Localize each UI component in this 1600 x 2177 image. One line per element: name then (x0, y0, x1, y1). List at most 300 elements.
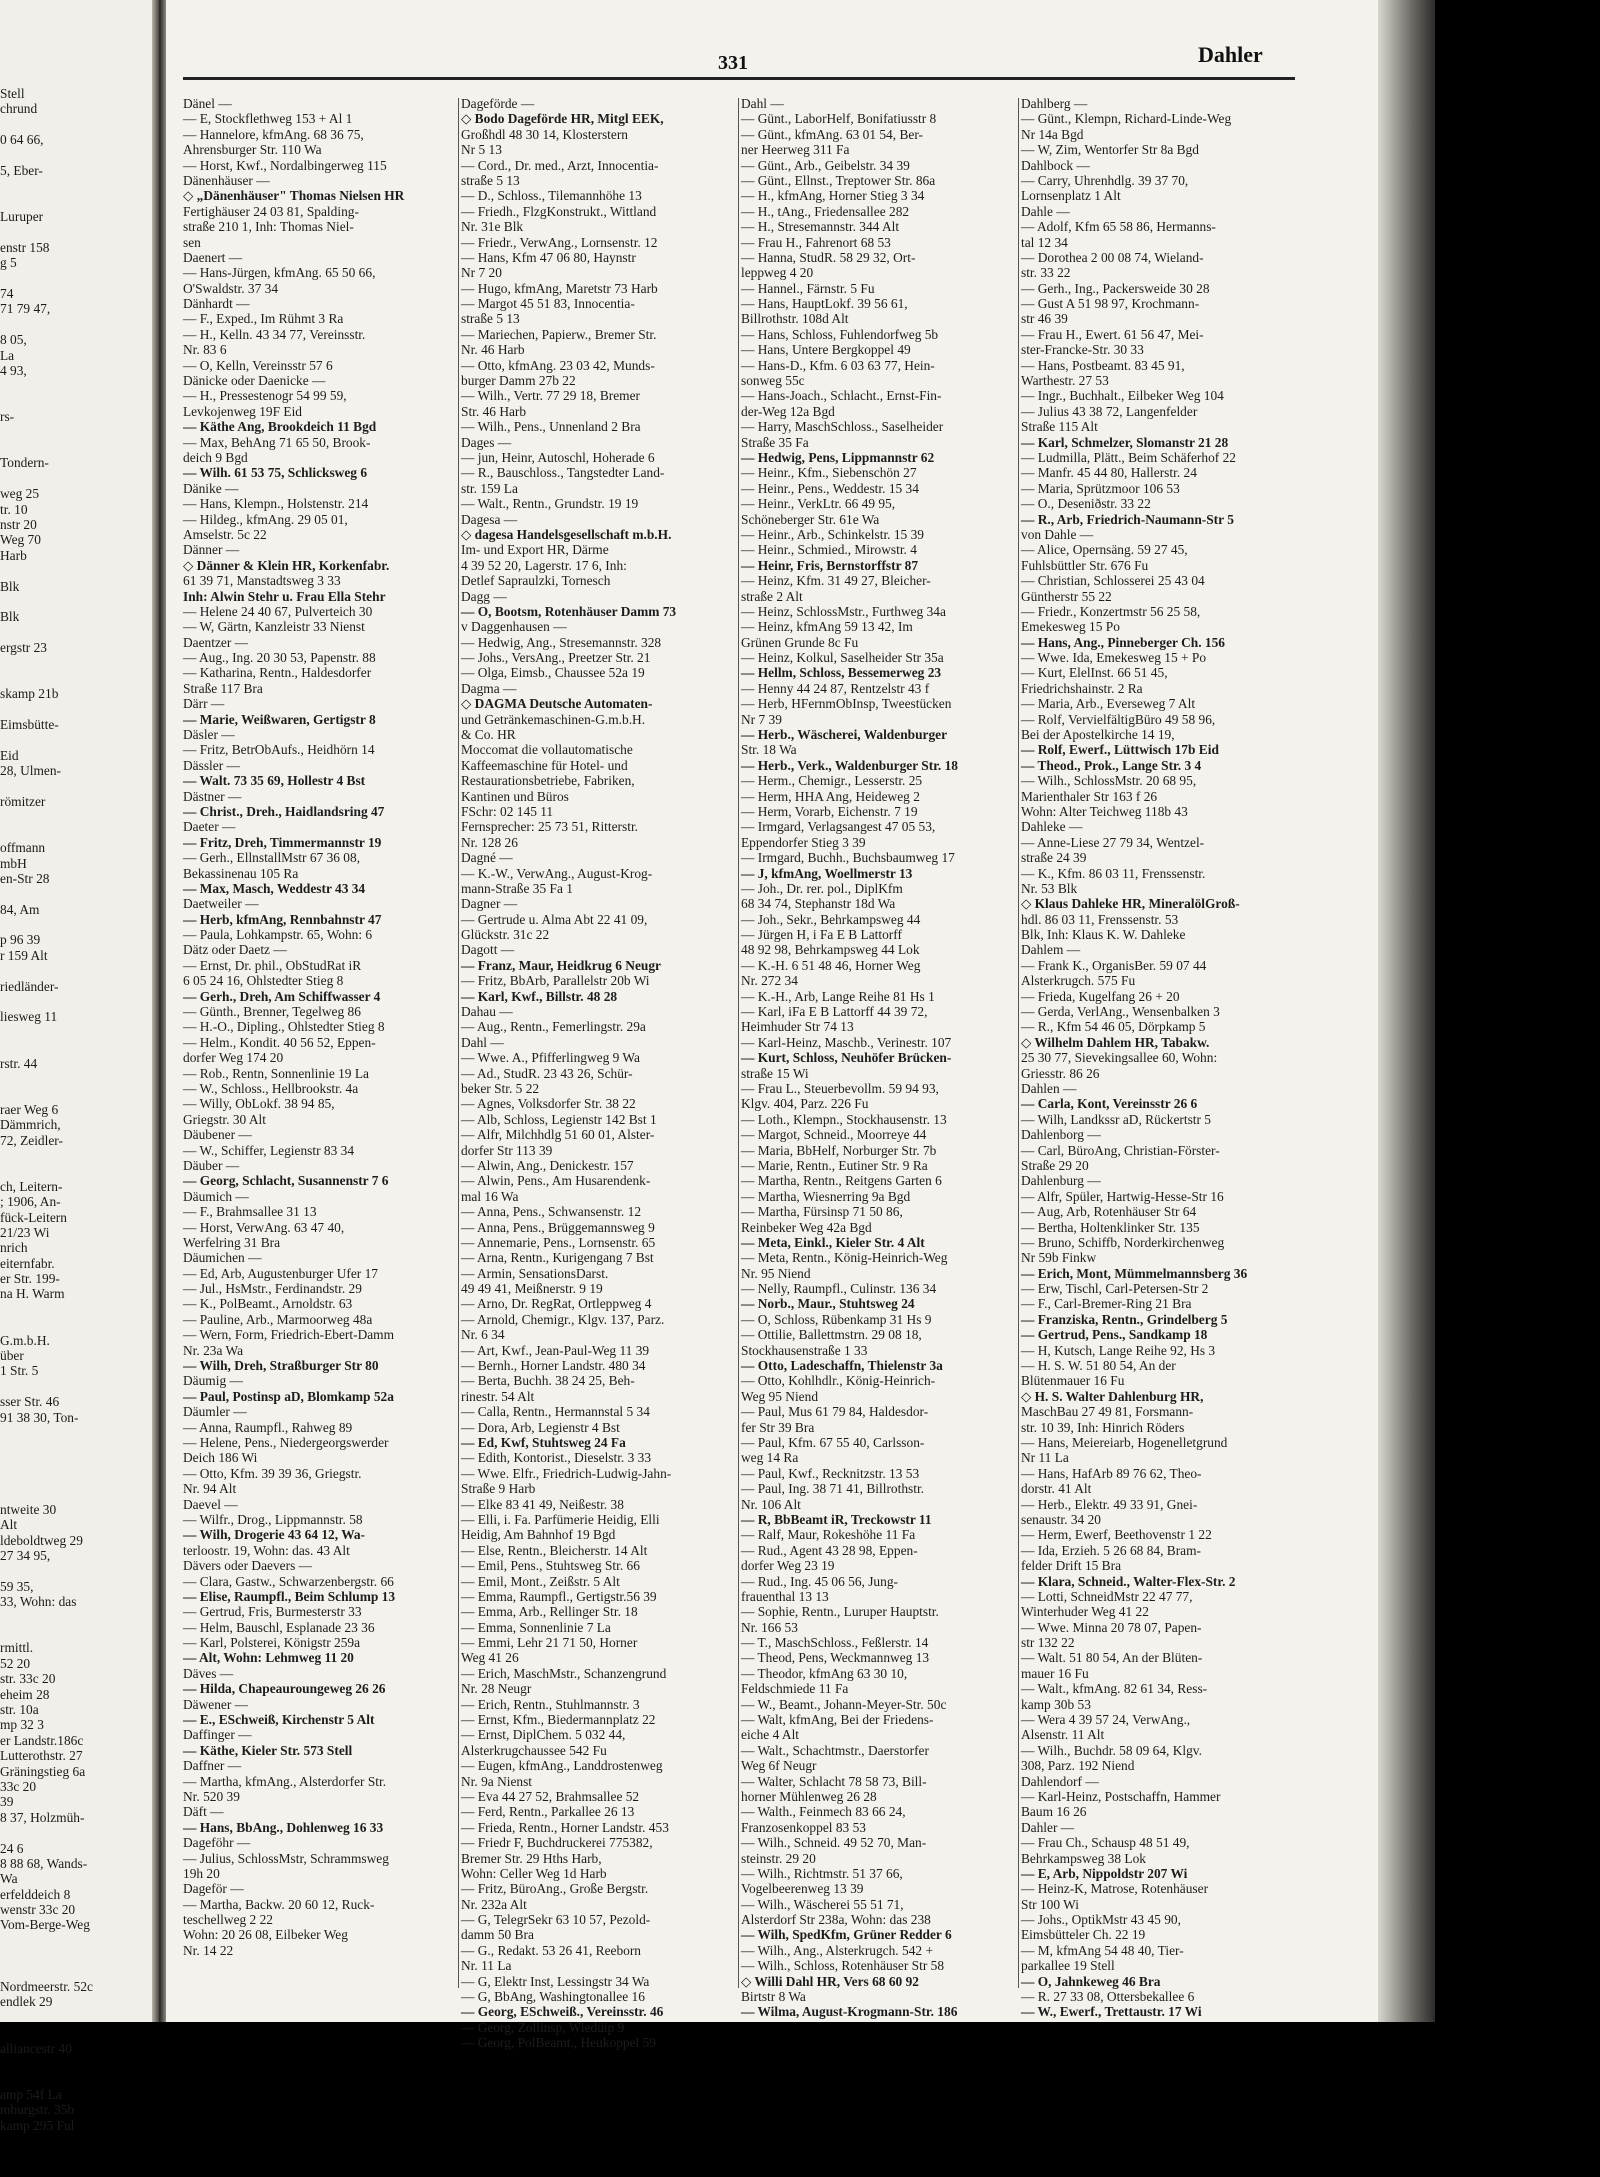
fragment-line (0, 471, 93, 486)
directory-entry: — Herm, Vorarb, Eichenstr. 7 19 (741, 803, 918, 819)
directory-entry: — Ernst, DiplChem. 5 032 44, (461, 1727, 626, 1743)
fragment-line (0, 671, 93, 686)
directory-entry: — O, Kelln, Vereinsstr 57 6 (183, 357, 333, 373)
directory-entry: — Emma, Arb., Rellinger Str. 18 (461, 1604, 638, 1620)
fragment-line (0, 1456, 93, 1471)
fragment-line (0, 117, 93, 132)
directory-entry: — Wilh., Wäscherei 55 51 71, (741, 1896, 904, 1912)
fragment-line: Gräningstieg 6a (0, 1763, 86, 1779)
directory-entry: — Käthe, Kieler Str. 573 Stell (183, 1742, 353, 1758)
directory-entry: — Lotti, SchneidMstr 22 47 77, (1021, 1588, 1193, 1604)
surname-heading: von Dahle — (1021, 526, 1094, 542)
directory-entry: str. 10 39, Inh: Hinrich Röders (1021, 1419, 1185, 1435)
directory-entry: — Irmgard, Buchh., Buchsbaumweg 17 (741, 850, 955, 866)
directory-entry: — Wilh, Drogerie 43 64 12, Wa- (183, 1527, 366, 1543)
directory-entry: — F., Carl-Bremer-Ring 21 Bra (1021, 1296, 1192, 1312)
directory-entry: Nr. 520 39 (183, 1788, 240, 1804)
directory-entry: — Arno, Dr. RegRat, Ortleppweg 4 (461, 1296, 652, 1312)
directory-entry: Nr. 28 Neugr (461, 1681, 532, 1697)
directory-entry: — Walter, Schlacht 78 58 73, Bill- (741, 1773, 927, 1789)
directory-entry: — Herb, HFernmObInsp, Tweestücken (741, 696, 952, 712)
directory-entry: — Emil, Mont., Zeißstr. 5 Alt (461, 1573, 620, 1589)
directory-entry: Stockhausenstraße 1 33 (741, 1342, 868, 1358)
directory-entry: — Frau L., Steuerbevollm. 59 94 93, (741, 1081, 939, 1096)
fragment-line: mburgstr. 35b (0, 2102, 75, 2118)
directory-entry: Baum 16 26 (1021, 1804, 1087, 1820)
directory-entry: — Carla, Kont, Vereinsstr 26 6 (1021, 1096, 1198, 1112)
fragment-line: r 159 Alt (0, 947, 48, 963)
fragment-line: 74 (0, 286, 14, 302)
directory-entry: — Alfr, Milchhdlg 51 60 01, Alster- (461, 1127, 655, 1143)
directory-entry: — Ernst, Kfm., Biedermannplatz 22 (461, 1712, 656, 1728)
directory-entry: — Günt., Ellnst., Treptower Str. 86a (741, 172, 936, 188)
fragment-line: sser Str. 46 (0, 1394, 60, 1410)
fragment-line: 8 88 68, Wands- (0, 1855, 88, 1871)
fragment-line: Vom-Berge-Weg (0, 1917, 90, 1933)
directory-entry: str 46 39 (1021, 311, 1068, 327)
directory-entry: dorfer Weg 23 19 (741, 1558, 835, 1574)
directory-entry: Werfelring 31 Bra (183, 1234, 281, 1250)
directory-entry: ster-Francke-Str. 30 33 (1021, 342, 1144, 358)
fragment-line: ergstr 23 (0, 640, 47, 656)
directory-entry: — Emma, Raumpfl., Gertigstr.56 39 (461, 1588, 657, 1604)
directory-entry: — Christ., Dreh., Haidlandsring 47 (183, 803, 385, 819)
surname-heading: Daentzer — (183, 634, 249, 650)
fragment-line: Weg 70 (0, 532, 41, 548)
directory-entry: ◇ „Dänenhäuser" Thomas Nielsen HR (183, 188, 405, 204)
fragment-line (0, 1148, 93, 1163)
surname-heading: Daevel — (183, 1496, 238, 1512)
surname-heading: Dahleke — (1021, 819, 1083, 835)
directory-entry: — Annemarie, Pens., Lornsenstr. 65 (461, 1234, 656, 1250)
page-number: 331 (718, 52, 748, 74)
fragment-line: Harb (0, 547, 27, 563)
surname-heading: Dahl — (461, 1034, 504, 1050)
directory-entry: — Helene, Pens., Niedergeorgswerder (183, 1434, 389, 1450)
directory-entry: Straße 115 Alt (1021, 419, 1098, 435)
fragment-line: Wa (0, 1871, 18, 1887)
directory-entry: Nr. 6 34 (461, 1327, 505, 1343)
directory-entry: — Ernst, Dr. phil., ObStudRat iR (183, 957, 362, 973)
directory-entry: — Agnes, Volksdorfer Str. 38 22 (461, 1096, 636, 1112)
fragment-line: 33, Wohn: das (0, 1594, 77, 1610)
directory-entry: ◇ Klaus Dahleke HR, MineralölGroß- (1021, 896, 1240, 912)
directory-entry: — G, TelegrSekr 63 10 57, Pezold- (461, 1912, 651, 1928)
directory-entry: str. 159 La (461, 480, 518, 496)
directory-entry: — Ed, Kwf, Stuhtsweg 24 Fa (461, 1434, 626, 1450)
directory-entry: Klgv. 404, Parz. 226 Fu (741, 1096, 869, 1112)
fragment-line (0, 825, 93, 840)
surname-heading: Dahlbock — (1021, 157, 1090, 173)
directory-entry: — Irmgard, Verlagsangest 47 05 53, (741, 819, 936, 835)
directory-entry: straße 24 39 (1021, 850, 1087, 866)
directory-entry: straße 15 Wi (741, 1065, 809, 1081)
directory-entry: — Hans, Postbeamt. 83 45 91, (1021, 357, 1185, 373)
fragment-line: 5, Eber- (0, 162, 43, 178)
directory-entry: — Wera 4 39 57 24, VerwAng., (1021, 1712, 1191, 1728)
directory-entry: — Paul, Kwf., Recknitzstr. 13 53 (741, 1465, 920, 1481)
directory-entry: Marienthaler Str 163 f 26 (1021, 788, 1158, 804)
surname-heading: Däumichen — (183, 1250, 262, 1266)
directory-entry: — Ad., StudR. 23 43 26, Schür- (461, 1065, 633, 1081)
fragment-line: Luruper (0, 209, 44, 225)
directory-entry: — Walt., Rentn., Grundstr. 19 19 (461, 496, 639, 512)
directory-entry: — Norb., Maur., Stuhtsweg 24 (741, 1296, 915, 1312)
fragment-line: alliancestr 40 (0, 2040, 72, 2056)
fragment-line: tr. 10 (0, 501, 28, 517)
directory-entry: — O., Deseniðstr. 33 22 (1021, 496, 1151, 512)
directory-entry: Nr 11 La (1021, 1450, 1069, 1466)
fragment-line: kamp 295 Ful (0, 2117, 75, 2133)
directory-entry: Straße 117 Bra (183, 680, 263, 696)
fragment-line (0, 271, 93, 286)
directory-entry: — Julius, SchlossMstr, Schrammsweg (183, 1850, 389, 1866)
directory-entry: hdl. 86 03 11, Frenssenstr. 53 (1021, 911, 1179, 927)
directory-entry: Amselstr. 5c 22 (183, 526, 267, 542)
fragment-line: riedländer- (0, 978, 59, 994)
directory-entry: — Alice, Opernsäng. 59 27 45, (1021, 542, 1188, 558)
directory-entry: Nr. 106 Alt (741, 1496, 801, 1512)
directory-entry: — M, kfmAng 54 48 40, Tier- (1021, 1942, 1184, 1958)
directory-entry: Bremer Str. 29 Hths Harb, (461, 1850, 602, 1866)
directory-entry: — Clara, Gastw., Schwarzenbergstr. 66 (183, 1573, 394, 1589)
directory-entry: — Hedwig, Ang., Stresemannstr. 328 (461, 634, 662, 650)
directory-entry: — H.-O., Dipling., Ohlstedter Stieg 8 (183, 1019, 385, 1035)
fragment-line: endlek 29 (0, 1994, 53, 2010)
fragment-line (0, 1025, 93, 1040)
directory-entry: — Wilh., Schloss, Rotenhäuser Str 58 (741, 1958, 945, 1974)
surname-heading: Dahlenborg — (1021, 1127, 1101, 1143)
directory-entry: — Gertrude u. Alma Abt 22 41 09, (461, 911, 648, 927)
directory-entry: — Gerh., Ing., Packersweide 30 28 (1021, 280, 1210, 296)
directory-entry: fer Str 39 Bra (741, 1419, 815, 1435)
directory-entry: — Heinr., Pens., Weddestr. 15 34 (741, 480, 919, 496)
directory-entry: 61 39 71, Manstadtsweg 3 33 (183, 573, 341, 589)
directory-entry: tal 12 34 (1021, 234, 1068, 250)
fragment-line: eiternfabr. (0, 1255, 55, 1271)
directory-entry: — Else, Rentn., Bleicherstr. 14 Alt (461, 1542, 648, 1558)
directory-entry: — R., Kfm 54 46 05, Dörpkamp 5 (1021, 1019, 1206, 1035)
directory-entry: — Johs., OptikMstr 43 45 90, (1021, 1912, 1181, 1928)
directory-entry: — Marie, Rentn., Eutiner Str. 9 Ra (741, 1157, 928, 1173)
directory-entry: — Frau Ch., Schausp 48 51 49, (1021, 1835, 1190, 1851)
directory-entry: — Martha, Fürsinsp 71 50 86, (741, 1204, 903, 1220)
surname-heading: Dahle — (1021, 203, 1070, 219)
fragment-line (0, 317, 93, 332)
directory-entry: — Heinz, Kfm. 31 49 27, Bleicher- (741, 573, 931, 589)
directory-entry: 4 39 52 20, Lagerstr. 17 6, Inh: (461, 557, 627, 573)
directory-entry: — Heinz-K, Matrose, Rotenhäuser (1021, 1881, 1209, 1897)
directory-entry: — Paul, Kfm. 67 55 40, Carlsson- (741, 1434, 925, 1450)
directory-entry: — Georg, Zollinsp, Wiedüip 9 (461, 2019, 625, 2035)
directory-entry: Nr 59b Finkw (1021, 1250, 1097, 1266)
directory-entry: — Wilh., Pens., Unnenland 2 Bra (461, 419, 641, 435)
surname-heading: Dahlenburg — (1021, 1173, 1101, 1189)
directory-entry: — Rob., Rentn, Sonnenlinie 19 La (183, 1065, 369, 1081)
directory-entry: — E., ESchweiß, Kirchenstr 5 Alt (183, 1712, 375, 1728)
surname-heading: Däubener — (183, 1127, 252, 1143)
directory-entry: Nr. 46 Harb (461, 342, 525, 358)
surname-heading: Dahau — (461, 1004, 513, 1020)
fragment-line (0, 2071, 93, 2086)
fragment-line (0, 1964, 93, 1979)
directory-entry: — Martha, Rentn., Reitgens Garten 6 (741, 1173, 942, 1189)
fragment-line (0, 178, 93, 193)
directory-entry: — O, Bootsm, Rotenhäuser Damm 73 (461, 603, 677, 619)
fragment-line: 27 34 95, (0, 1548, 51, 1564)
fragment-line: 24 6 (0, 1840, 24, 1856)
left-page-fragment (0, 0, 152, 2133)
fragment-line: p 96 39 (0, 932, 41, 948)
surname-heading: Dageförde — (461, 96, 535, 111)
directory-entry: — Frieda, Kugelfang 26 + 20 (1021, 988, 1180, 1004)
surname-heading: Dagma — (461, 680, 517, 696)
fragment-line (0, 2056, 93, 2071)
directory-entry: Heimhuder Str 74 13 (741, 1019, 854, 1035)
directory-entry: Eimsbütteler Ch. 22 19 (1021, 1927, 1146, 1943)
directory-entry: — Theod, Pens, Weckmannweg 13 (741, 1650, 930, 1666)
directory-entry: Alsterdorf Str 238a, Wohn: das 238 (741, 1912, 931, 1928)
directory-entry: — Armin, SensationsDarst. (461, 1265, 609, 1281)
directory-entry: straße 210 1, Inh: Thomas Niel- (183, 219, 354, 235)
fragment-line: mbH (0, 855, 27, 871)
directory-entry: Str 100 Wi (1021, 1896, 1079, 1912)
directory-entry: Fernsprecher: 25 73 51, Ritterstr. (461, 819, 639, 835)
directory-entry: ◇ DAGMA Deutsche Automaten- (461, 696, 653, 712)
directory-entry: Wohn: 20 26 08, Eilbeker Weg (183, 1927, 348, 1943)
directory-entry: — W., Beamt., Johann-Meyer-Str. 50c (741, 1696, 947, 1712)
directory-entry: Lornsenplatz 1 Alt (1021, 188, 1121, 204)
directory-entry: — Emma, Sonnenlinie 7 La (461, 1619, 611, 1635)
directory-entry: — Wern, Form, Friedrich-Ebert-Damm (183, 1327, 395, 1343)
directory-entry: — H., Pressestenogr 54 99 59, (183, 388, 347, 404)
fragment-line (0, 1425, 93, 1440)
directory-entry: Alsterkrugch. 575 Fu (1021, 973, 1136, 989)
directory-entry: str 132 22 (1021, 1635, 1075, 1651)
directory-entry: — Frieda, Rentn., Horner Landstr. 453 (461, 1819, 669, 1835)
surname-heading: Däft — (183, 1804, 224, 1820)
directory-entry: Güntherstr 55 22 (1021, 588, 1112, 604)
directory-entry: kamp 30b 53 (1021, 1696, 1091, 1712)
directory-entry: Grünen Grunde 8c Fu (741, 634, 859, 650)
fragment-line: Alt (0, 1517, 18, 1533)
directory-entry: Fuhlsbüttler Str. 676 Fu (1021, 557, 1149, 573)
directory-entry: Nr. 166 53 (741, 1619, 798, 1635)
directory-entry: — Wilh., Buchdr. 58 09 64, Klgv. (1021, 1742, 1202, 1758)
directory-entry: — Loth., Klempn., Stockhausenstr. 13 (741, 1111, 947, 1127)
fragment-line: nrich (0, 1240, 28, 1256)
fragment-line (0, 194, 93, 209)
fragment-line: 91 38 30, Ton- (0, 1409, 79, 1425)
fragment-line (0, 1948, 93, 1963)
directory-entry: — Wilh, Landkssr aD, Rückertstr 5 (1021, 1111, 1211, 1127)
directory-entry: — J, kfmAng, Woellmerstr 13 (741, 865, 913, 881)
page-edge (1378, 0, 1435, 2022)
directory-entry: — Rolf, Ewerf., Lüttwisch 17b Eid (1021, 742, 1219, 758)
directory-entry: — Arna, Rentn., Kurigengang 7 Bst (461, 1250, 654, 1266)
directory-entry: 6 05 24 16, Ohlstedter Stieg 8 (183, 973, 344, 989)
directory-entry: — Horst, VerwAng. 63 47 40, (183, 1219, 345, 1235)
directory-entry: — Hans, Klempn., Holstenstr. 214 (183, 496, 369, 512)
directory-entry: — Art, Kwf., Jean-Paul-Weg 11 39 (461, 1342, 650, 1358)
directory-entry: Billrothstr. 108d Alt (741, 311, 849, 327)
directory-entry: Großhdl 48 30 14, Klosterstern (461, 126, 628, 142)
surname-heading: Däumig — (183, 1373, 243, 1389)
directory-entry: — Nelly, Raumpfl., Culinstr. 136 34 (741, 1281, 937, 1297)
directory-entry: Nr. 53 Blk (1021, 880, 1078, 896)
fragment-line: wenstr 33c 20 (0, 1902, 76, 1918)
surname-heading: Dages — (461, 434, 512, 450)
fragment-line: 71 79 47, (0, 301, 51, 317)
directory-entry: — Wilma, August-Krogmann-Str. 186 (741, 2004, 958, 2020)
directory-entry: — Hanna, StudR. 58 29 32, Ort- (741, 249, 916, 265)
directory-entry: — Franz, Maur, Heidkrug 6 Neugr (461, 957, 661, 973)
directory-entry: — Fritz, BbArb, Parallelstr 20b Wi (461, 973, 650, 989)
directory-entry: — Otto, Ladeschaffn, Thielenstr 3a (741, 1358, 943, 1374)
fragment-line: ch, Leitern- (0, 1178, 63, 1194)
fragment-line: Eimsbütte- (0, 717, 59, 733)
directory-entry: Nr. 31e Blk (461, 219, 524, 235)
directory-column-3 (741, 96, 1019, 2020)
directory-entry: — Eugen, kfmAng., Landdrostenweg (461, 1758, 663, 1774)
directory-entry: O'Swaldstr. 37 34 (183, 280, 279, 296)
directory-entry: Franzosenkoppel 83 53 (741, 1819, 866, 1835)
surname-heading: Dahlem — (1021, 942, 1081, 958)
fragment-line (0, 378, 93, 393)
fragment-line (0, 148, 93, 163)
fragment-line: über (0, 1348, 24, 1364)
fragment-line: 0 64 66, (0, 132, 44, 148)
directory-entry: — Ingr., Buchhalt., Eilbeker Weg 104 (1021, 388, 1224, 404)
directory-entry: — Hans, Schloss, Fuhlendorfweg 5b (741, 326, 939, 342)
directory-entry: — Margot 45 51 83, Innocentia- (461, 296, 635, 312)
fragment-line (0, 1625, 93, 1640)
fragment-line: Lutterothstr. 27 (0, 1748, 83, 1764)
directory-entry: — H, Kutsch, Lange Reihe 92, Hs 3 (1021, 1342, 1216, 1358)
surname-heading: Daffner — (183, 1758, 242, 1774)
fragment-line: ntweite 30 (0, 1501, 57, 1517)
directory-entry: — Karl-Heinz, Maschb., Verinestr. 107 (741, 1034, 952, 1050)
directory-entry: — Helm., Kondit. 40 56 52, Eppen- (183, 1034, 376, 1050)
directory-entry: — W., Schloss., Hellbrookstr. 4a (183, 1081, 359, 1096)
fragment-line: Stell (0, 86, 25, 101)
directory-entry: Griegstr. 30 Alt (183, 1111, 266, 1127)
directory-entry: — Hans-Jürgen, kfmAng. 65 50 66, (183, 265, 376, 281)
surname-heading: Daffinger — (183, 1727, 252, 1743)
directory-entry: — Willy, ObLokf. 38 94 85, (183, 1096, 335, 1112)
directory-entry: — Meta, Einkl., Kieler Str. 4 Alt (741, 1234, 925, 1250)
directory-entry: — Hans-D., Kfm. 6 03 63 77, Hein- (741, 357, 935, 373)
fragment-line (0, 440, 93, 455)
directory-entry: horner Mühlenweg 26 28 (741, 1788, 877, 1804)
fragment-line (0, 1825, 93, 1840)
fragment-line (0, 1379, 93, 1394)
directory-entry: — Ottilie, Ballettmstrn. 29 08 18, (741, 1327, 922, 1343)
directory-entry: — Heinr., Arb., Schinkelstr. 15 39 (741, 526, 924, 542)
fragment-line (0, 394, 93, 409)
directory-entry: — Maria, Sprützmoor 106 53 (1021, 480, 1180, 496)
directory-entry: dorfer Weg 174 20 (183, 1050, 284, 1066)
directory-entry: — Heinr., VerkLtr. 66 49 95, (741, 496, 896, 512)
directory-entry: Alsterkrugchaussee 542 Fu (461, 1742, 607, 1758)
directory-entry: — Erw, Tischl, Carl-Petersen-Str 2 (1021, 1281, 1209, 1297)
directory-entry: — Wwe. A., Pfifferlingweg 9 Wa (461, 1050, 640, 1066)
directory-entry: — Gerda, VerlAng., Wensenbalken 3 (1021, 1004, 1220, 1020)
directory-entry: Nr. 9a Nienst (461, 1773, 533, 1789)
directory-entry: weg 14 Ra (741, 1450, 799, 1466)
directory-entry: — Aug., Rentn., Femerlingstr. 29a (461, 1019, 646, 1035)
fragment-line: str. 33c 20 (0, 1671, 56, 1687)
directory-entry: — Frank K., OrganisBer. 59 07 44 (1021, 957, 1207, 973)
directory-entry: — Bernh., Horner Landstr. 480 34 (461, 1358, 646, 1374)
directory-entry: Levkojenweg 19F Eid (183, 403, 303, 419)
directory-entry: beker Str. 5 22 (461, 1081, 540, 1096)
directory-entry: — Ida, Erzieh. 5 26 68 84, Bram- (1021, 1542, 1201, 1558)
fragment-line: na H. Warm (0, 1286, 65, 1302)
directory-entry: — Hans, Ang., Pinneberger Ch. 156 (1021, 634, 1225, 650)
fragment-line (0, 563, 93, 578)
directory-entry: FSchr: 02 145 11 (461, 803, 554, 819)
directory-entry: Vogelbeerenweg 13 39 (741, 1881, 864, 1897)
directory-entry: Str. 18 Wa (741, 742, 797, 758)
directory-entry: — Wilh., SchlossMstr. 20 68 95, (1021, 773, 1197, 789)
directory-entry: — Martha, Backw. 20 60 12, Ruck- (183, 1896, 375, 1912)
fragment-line: 8 37, Holzmüh- (0, 1809, 85, 1825)
fragment-line (0, 2010, 93, 2025)
directory-entry: — Joh., Sekr., Behrkampsweg 44 (741, 911, 921, 927)
directory-column-2 (461, 96, 739, 2051)
fragment-line (0, 1163, 93, 1178)
directory-entry: — Hilda, Chapeauroungeweg 26 26 (183, 1681, 386, 1697)
directory-entry: — Anna, Pens., Brüggemannsweg 9 (461, 1219, 655, 1235)
surname-heading: Dässler — (183, 757, 240, 773)
directory-entry: — Georg, ESchweiß., Vereinsstr. 46 (461, 2004, 664, 2020)
fragment-line (0, 2025, 93, 2040)
directory-entry: — Paula, Lohkampstr. 65, Wohn: 6 (183, 927, 373, 943)
directory-entry: — Friedr F, Buchdruckerei 775382, (461, 1835, 653, 1851)
directory-entry: sonweg 55c (741, 373, 805, 389)
fragment-line: rstr. 44 (0, 1055, 38, 1071)
directory-entry: — Alwin, Pens., Am Husarendenk- (461, 1173, 651, 1189)
directory-entry: 48 92 98, Behrkampsweg 44 Lok (741, 942, 920, 958)
directory-entry: — Max, BehAng 71 65 50, Brook- (183, 434, 371, 450)
directory-entry: — Dorothea 2 00 08 74, Wieland- (1021, 249, 1204, 265)
directory-entry: MaschBau 27 49 81, Forsmann- (1021, 1404, 1194, 1420)
directory-entry: Nr. 232a Alt (461, 1896, 527, 1912)
fragment-line (0, 917, 93, 932)
directory-entry: — Karl, Kwf., Billstr. 48 28 (461, 988, 618, 1004)
directory-entry: — Günt., LaborHelf, Bonifatiusstr 8 (741, 111, 937, 127)
directory-entry: — K., Kfm. 86 03 11, Frenssenstr. (1021, 865, 1206, 881)
directory-entry: — Wilh., Ang., Alsterkrugch. 542 + (741, 1942, 933, 1958)
fragment-line: Tondern- (0, 455, 49, 471)
directory-entry: — Herb., Elektr. 49 33 91, Gnei- (1021, 1496, 1198, 1512)
directory-entry: — Wilh., Vertr. 77 29 18, Bremer (461, 388, 640, 404)
directory-entry: Detlef Sapraulzki, Tornesch (461, 573, 611, 589)
directory-entry: Blütenmauer 16 Fu (1021, 1373, 1125, 1389)
directory-entry: — Elke 83 41 49, Neißestr. 38 (461, 1496, 624, 1512)
surname-heading: Dagesa — (461, 511, 518, 527)
directory-entry: — Maria, BbHelf, Norburger Str. 7b (741, 1142, 937, 1158)
book-gutter (152, 0, 166, 2022)
directory-entry: Glückstr. 31c 22 (461, 927, 550, 943)
column-separator (1018, 98, 1019, 1988)
fragment-line: amp 54f La (0, 2086, 62, 2102)
directory-entry: — Hannel., Färnstr. 5 Fu (741, 280, 875, 296)
directory-entry: — Wwe. Ida, Emekesweg 15 + Po (1021, 650, 1207, 666)
directory-entry: — Heinz, Kolkul, Saselheider Str 35a (741, 650, 944, 666)
directory-entry: — W, Zim, Wentorfer Str 8a Bgd (1021, 142, 1199, 158)
